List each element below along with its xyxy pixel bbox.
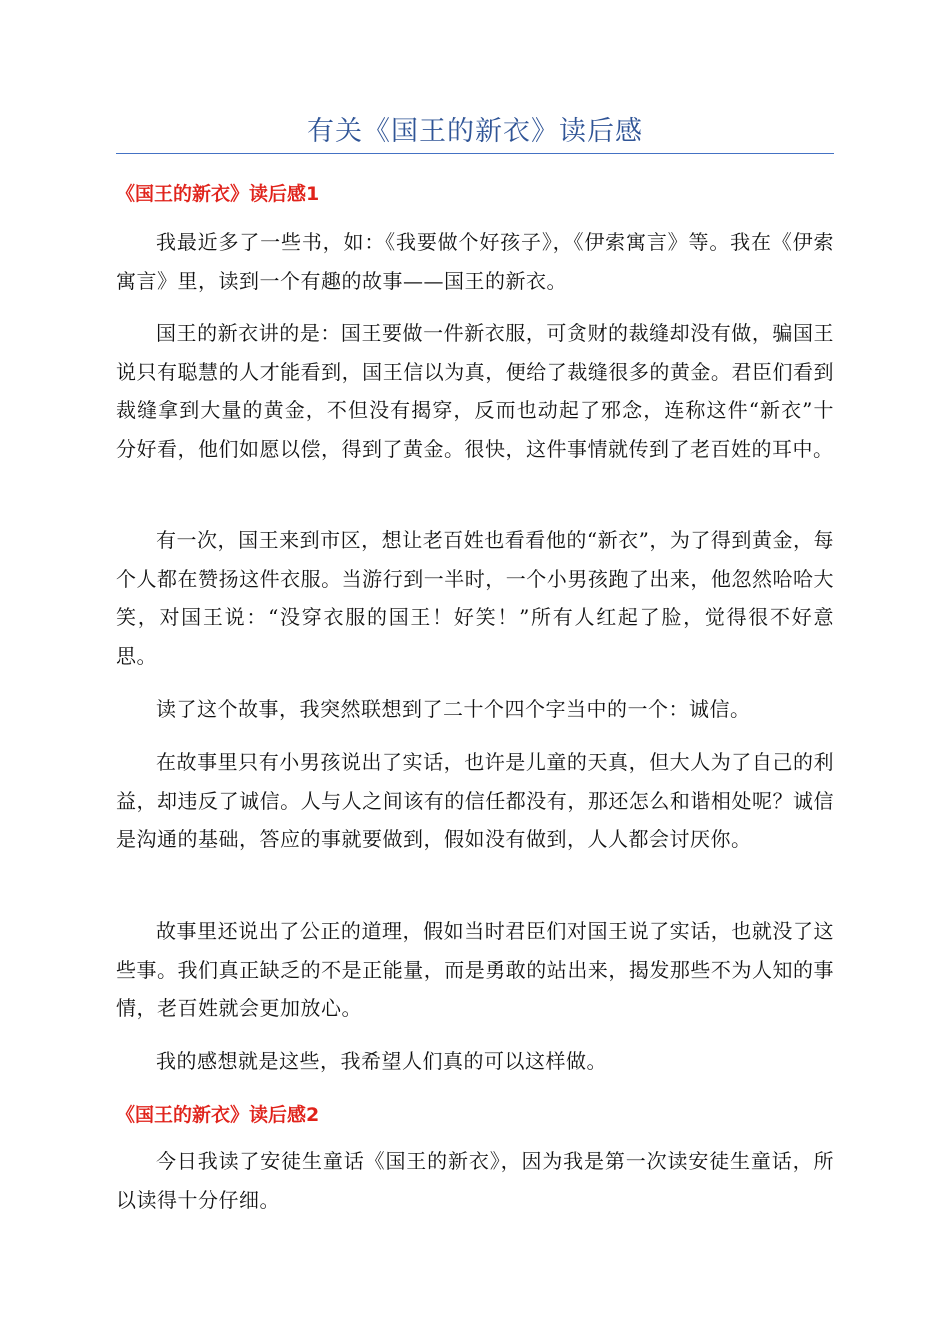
document-title: 有关《国王的新衣》读后感 bbox=[307, 116, 643, 147]
section-heading-2: 《国王的新衣》读后感2 bbox=[116, 1104, 320, 1126]
paragraph: 有一次，国王来到市区，想让老百姓也看看他的“新衣”，为了得到黄金，每个人都在赞扬这件衣服。当游行到一半时，一个小男孩跑了出来，他忽然哈哈大笑，对国王说：“没穿衣服的国王！好笑！”所有人红起了脸，觉得很不好意思。 bbox=[116, 528, 834, 668]
paragraph: 在故事里只有小男孩说出了实话，也许是儿童的天真，但大人为了自己的利益，却违反了诚信。人与人之间该有的信任都没有，那还怎么和谐相处呢？诚信是沟通的基础，答应的事就要做到，假如没有做到，人人都会讨厌你。 bbox=[116, 750, 834, 851]
paragraph: 读了这个故事，我突然联想到了二十个四个字当中的一个：诚信。 bbox=[156, 697, 751, 721]
paragraph: 我最近多了一些书，如：《我要做个好孩子》，《伊索寓言》等。我在《伊索寓言》里，读到一个有趣的故事——国王的新衣。 bbox=[116, 230, 834, 293]
paragraph: 我的感想就是这些，我希望人们真的可以这样做。 bbox=[156, 1049, 607, 1073]
paragraph: 今日我读了安徒生童话《国王的新衣》，因为我是第一次读安徒生童话，所以读得十分仔细。 bbox=[116, 1149, 834, 1212]
paragraph: 国王的新衣讲的是：国王要做一件新衣服，可贪财的裁缝却没有做，骗国王说只有聪慧的人才能看到，国王信以为真，便给了裁缝很多的黄金。君臣们看到裁缝拿到大量的黄金，不但没有揭穿，反而也动起了邪念，连称这件“新衣”十分好看，他们如愿以偿，得到了黄金。很快，这件事情就传到了老百姓的耳中。 bbox=[116, 321, 834, 461]
paragraph: 故事里还说出了公正的道理，假如当时君臣们对国王说了实话，也就没了这些事。我们真正缺乏的不是正能量，而是勇敢的站出来，揭发那些不为人知的事情，老百姓就会更加放心。 bbox=[116, 919, 834, 1020]
title-underline bbox=[116, 153, 834, 154]
section-heading-1: 《国王的新衣》读后感1 bbox=[116, 183, 320, 205]
